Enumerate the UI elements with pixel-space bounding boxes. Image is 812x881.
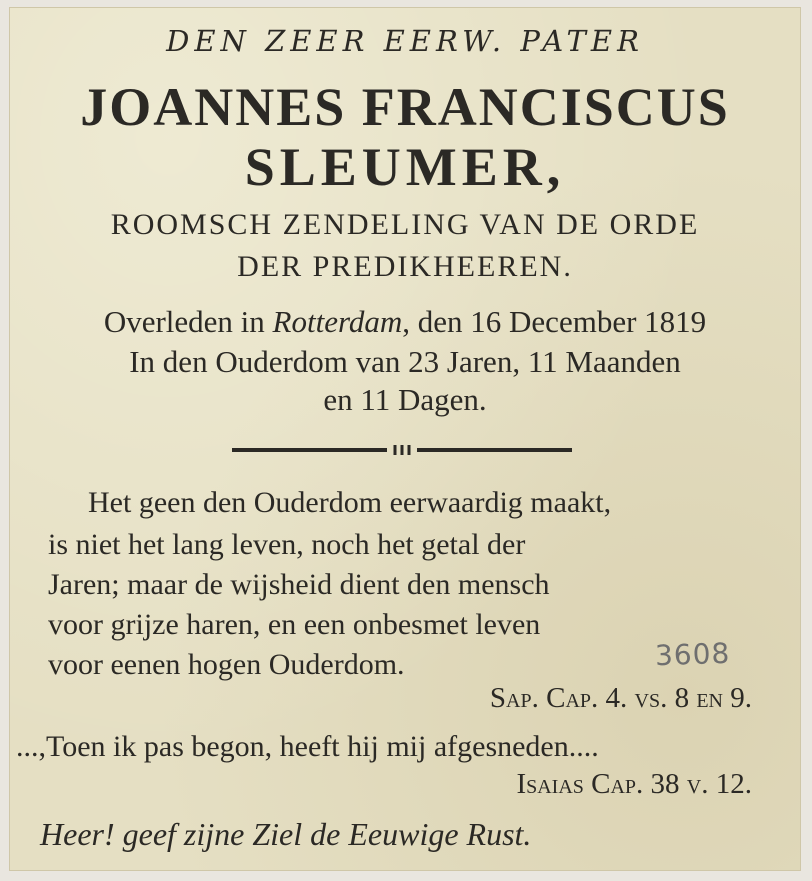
handwritten-number: 3608 — [654, 636, 731, 673]
role-line-1: ROOMSCH ZENDELING VAN DE ORDE — [110, 208, 700, 241]
age-line-2: en 11 Dagen. — [323, 382, 487, 417]
quote-line: is niet het lang leven, noch het getal der — [48, 528, 526, 561]
name-line-2: SLEUMER, — [244, 137, 566, 197]
quote-line: voor eenen hogen Ouderdom. — [48, 648, 405, 681]
role-line-2: DER PREDIKHEEREN. — [237, 250, 573, 283]
name-line-1: JOANNES FRANCISCUS — [80, 77, 730, 137]
memorial-card — [10, 8, 800, 870]
age-line-1: In den Ouderdom van 23 Jaren, 11 Maanden — [129, 344, 681, 379]
quote-line: voor grijze haren, en een onbesmet leven — [48, 608, 541, 641]
death-line — [10, 304, 800, 340]
header-title: DEN ZEER EERW. PATER — [166, 24, 644, 58]
ornamental-divider — [232, 445, 572, 455]
death-place: Rotterdam — [272, 304, 403, 339]
quote-line: Het geen den Ouderdom eerwaardig maakt, — [88, 486, 612, 519]
scripture-reference-1: Sap. Cap. 4. vs. 8 en 9. — [489, 682, 752, 714]
scripture-reference-2: Isaias Cap. 38 v. 12. — [516, 768, 752, 800]
death-prefix: Overleden in — [103, 304, 265, 339]
death-date: , den 16 December 1819 — [402, 304, 707, 339]
closing-prayer: Heer! geef zijne Ziel de Eeuwige Rust. — [40, 816, 532, 852]
quote-line: Jaren; maar de wijsheid dient den mensch — [48, 568, 550, 601]
quote-2: ...,Toen ik pas begon, heeft hij mij afgesneden.... — [16, 730, 599, 763]
